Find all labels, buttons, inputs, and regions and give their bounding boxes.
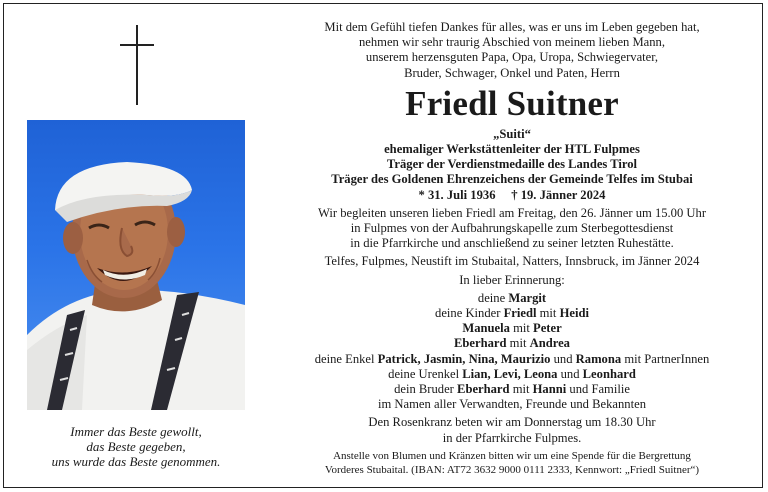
- family-grandchildren: [262, 352, 762, 367]
- funeral-line: in Fulpmes von der Aufbahrungskapelle zum Sterbegottesdienst: [350, 221, 674, 236]
- intro-line: Bruder, Schwager, Onkel und Paten, Herrn: [404, 65, 620, 80]
- name: Manuela: [462, 321, 510, 336]
- motto-line: uns wurde das Beste genommen.: [51, 454, 221, 469]
- intro-line: nehmen wir sehr traurig Abschied von meinem lieben Mann,: [358, 35, 666, 50]
- intro-line: Mit dem Gefühl tiefen Dankes für alles, was er uns im Leben gegeben hat,: [324, 20, 700, 34]
- name: Patrick, Jasmin, Nina, Maurizio: [377, 351, 551, 366]
- name: Leonhard: [582, 366, 636, 381]
- label: mit: [513, 321, 530, 336]
- portrait-photo: [27, 120, 245, 410]
- label: und Familie: [569, 382, 630, 397]
- name: Lian, Levi, Leona: [462, 366, 558, 381]
- intro-line: unserem herzensguten Papa, Opa, Uropa, Schwiegervater,: [365, 50, 659, 65]
- name: Friedl: [503, 306, 537, 321]
- name: Ramona: [575, 351, 622, 366]
- label: deine Urenkel: [388, 366, 460, 381]
- cross-icon: [120, 25, 154, 105]
- family-great-grandchildren: [262, 367, 762, 382]
- name: Eberhard: [457, 382, 510, 397]
- motto-line: Immer das Beste gewollt,: [70, 424, 202, 439]
- memory-heading: In lieber Erinnerung:: [459, 272, 565, 287]
- motto: [20, 424, 252, 469]
- nickname: „Suiti“: [493, 126, 531, 141]
- name: Hanni: [532, 382, 567, 397]
- name: Andrea: [529, 336, 570, 351]
- title-line: Träger des Goldenen Ehrenzeichens der Gemeinde Telfes im Stubai: [331, 172, 693, 187]
- name: Eberhard: [454, 336, 507, 351]
- label: deine Kinder: [435, 306, 501, 321]
- name: Margit: [508, 290, 547, 305]
- title-line: Träger der Verdienstmedaille des Landes Tirol: [386, 157, 638, 172]
- birth-date: * 31. Juli 1936: [418, 187, 496, 202]
- place-date: Telfes, Fulpmes, Neustift im Stubaital, Natters, Innsbruck, im Jänner 2024: [324, 254, 700, 269]
- label: dein Bruder: [394, 382, 454, 397]
- donation-line: Anstelle von Blumen und Kränzen bitten wir um eine Spende für die Bergrettung: [333, 449, 691, 462]
- family-children: [262, 306, 762, 321]
- label: mit: [509, 336, 527, 351]
- name: Heidi: [559, 306, 589, 321]
- family-child-3: [262, 336, 762, 351]
- label: deine: [477, 290, 506, 305]
- rosary-line: in der Pfarrkirche Fulpmes.: [442, 430, 582, 445]
- funeral-line: Wir begleiten unseren lieben Friedl am Freitag, den 26. Jänner um 15.00 Uhr: [317, 205, 707, 220]
- funeral-line: in die Pfarrkirche und anschließend zu seiner letzten Ruhestätte.: [350, 236, 674, 251]
- family-wife: [262, 291, 762, 306]
- life-dates: [262, 188, 762, 203]
- name: Peter: [533, 321, 562, 336]
- death-date: † 19. Jänner 2024: [511, 187, 606, 202]
- label: und: [560, 366, 580, 381]
- label: und: [553, 351, 573, 366]
- label: deine Enkel: [314, 351, 375, 366]
- family-brother: [262, 382, 762, 397]
- family-child-2: [262, 321, 762, 336]
- family-others: im Namen aller Verwandten, Freunde und Bekannten: [377, 397, 646, 412]
- rosary-line: Den Rosenkranz beten wir am Donnerstag um 18.30 Uhr: [368, 415, 656, 430]
- motto-line: das Beste gegeben,: [86, 439, 186, 454]
- obituary-text: [262, 20, 762, 477]
- deceased-name: Friedl Suitner: [405, 83, 619, 123]
- label: mit: [512, 382, 530, 397]
- label: mit: [539, 306, 557, 321]
- title-line: ehemaliger Werkstättenleiter der HTL Fulpmes: [384, 142, 640, 157]
- label: mit PartnerInnen: [624, 351, 710, 366]
- donation-line: Vorderes Stubaital. (IBAN: AT72 3632 9000 0111 2333, Kennwort: „Friedl Suitner“): [324, 463, 700, 476]
